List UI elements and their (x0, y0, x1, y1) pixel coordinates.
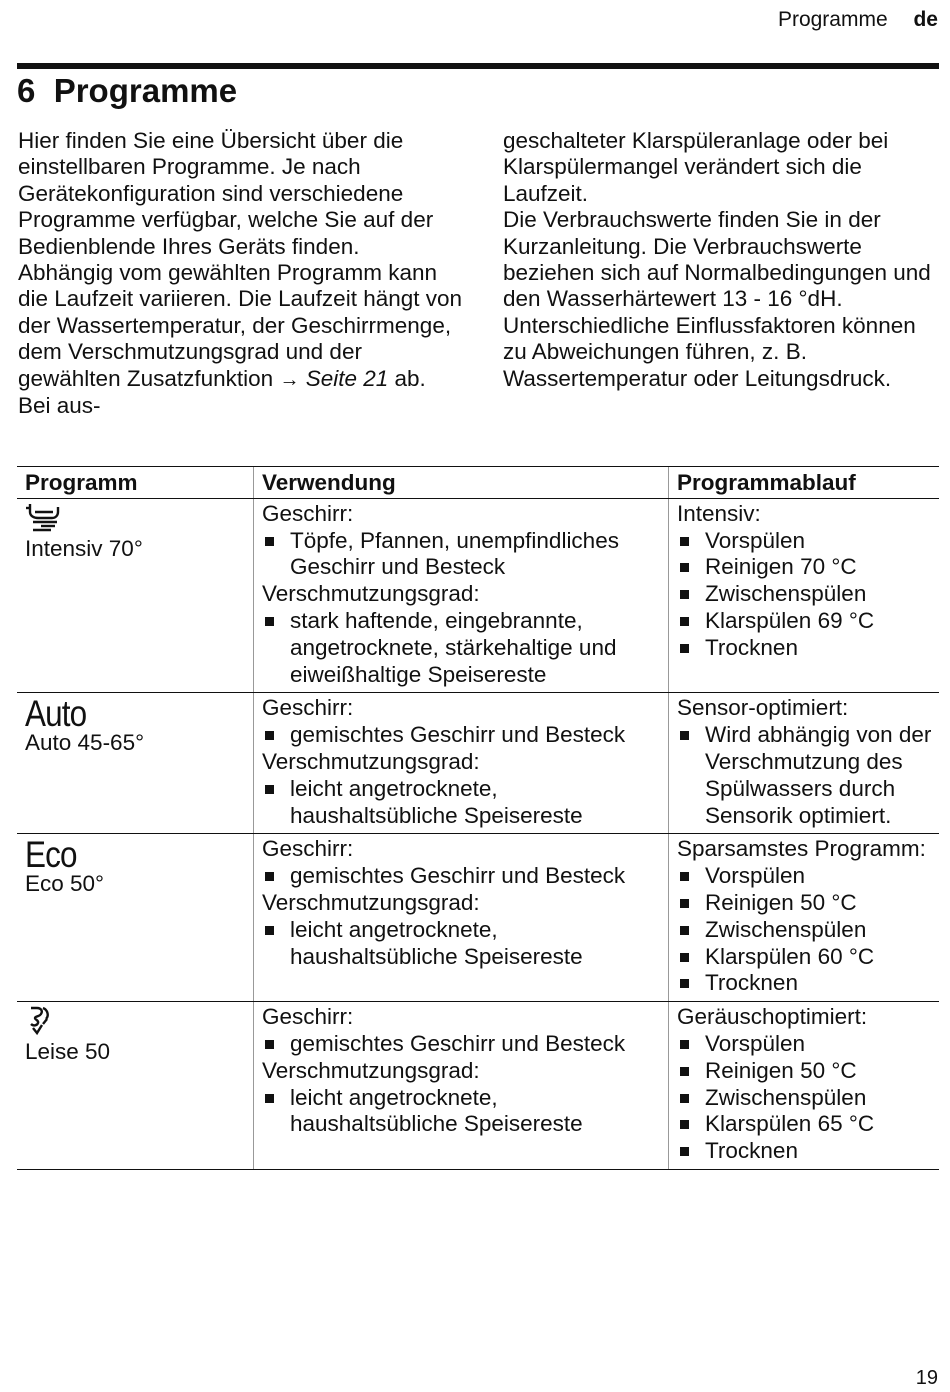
list-item: leicht angetrocknete, haushaltsübliche Speisereste (262, 1085, 662, 1139)
ablauf-label: Geräuschoptimiert: (677, 1004, 868, 1030)
programm-cell (17, 834, 254, 1002)
verschmutzungsgrad-label: Verschmutzungsgrad: (262, 1057, 480, 1083)
intro-column-left (18, 128, 463, 419)
list-item: Töpfe, Pfannen, unempfindliches Geschirr und Besteck (262, 528, 662, 582)
list-item: leicht angetrocknete, haushaltsübliche Speisereste (262, 776, 662, 830)
list-item: Reinigen 50 °C (677, 1058, 933, 1085)
verwendung-cell (254, 834, 669, 1002)
ablauf-label: Intensiv: (677, 500, 761, 526)
programmablauf-cell (669, 693, 940, 834)
chapter-heading (17, 72, 237, 110)
geschirr-label: Geschirr: (262, 500, 354, 526)
table-row (17, 834, 939, 1002)
verwendung-cell (254, 693, 669, 834)
verschmutzungsgrad-label: Verschmutzungsgrad: (262, 581, 480, 607)
list-item: Klarspülen 60 °C (677, 944, 933, 971)
list-item: Vorspülen (677, 1031, 933, 1058)
auto-symbol-text: Auto (25, 693, 87, 735)
page-reference-link[interactable]: Seite 21 (305, 365, 389, 391)
list-item: Vorspülen (677, 528, 933, 555)
geschirr-label: Geschirr: (262, 695, 354, 721)
table-header-row (17, 467, 939, 499)
arrow-icon: → (279, 368, 300, 391)
list-item: gemischtes Geschirr und Besteck (262, 722, 662, 749)
list-item: Vorspülen (677, 863, 933, 890)
list-item: Reinigen 70 °C (677, 554, 933, 581)
header-verwendung: Verwendung (254, 467, 669, 499)
list-item: Zwischenspülen (677, 917, 933, 944)
programm-name: Intensiv 70° (25, 535, 143, 561)
chapter-number: 6 (17, 72, 36, 109)
running-head-section: Programme (777, 8, 888, 31)
geschirr-label: Geschirr: (262, 836, 354, 862)
programm-name: Auto 45-65° (25, 730, 145, 756)
programm-name: Eco 50° (25, 871, 105, 897)
header-programmablauf: Programmablauf (669, 467, 940, 499)
programmablauf-cell (669, 498, 940, 693)
table-row (17, 498, 939, 693)
list-item: Zwischenspülen (677, 581, 933, 608)
geschirr-label: Geschirr: (262, 1004, 354, 1030)
running-head-language: de (913, 8, 938, 31)
silence-icon (25, 1004, 247, 1039)
list-item: Klarspülen 69 °C (677, 608, 933, 635)
list-item: Klarspülen 65 °C (677, 1111, 933, 1138)
intro-column-right (503, 128, 943, 392)
list-item: stark haftende, eingebrannte, angetrocknete, stärkehaltige und eiweißhaltige Speisereste (262, 608, 662, 688)
verwendung-cell (254, 1002, 669, 1170)
table-row (17, 1002, 939, 1170)
programmablauf-cell (669, 1002, 940, 1170)
list-item: Zwischenspülen (677, 1085, 933, 1112)
list-item: Trocknen (677, 635, 933, 662)
list-item: Trocknen (677, 970, 933, 997)
programme-table (17, 466, 939, 1170)
verwendung-cell (254, 498, 669, 693)
table-row (17, 693, 939, 834)
verschmutzungsgrad-label: Verschmutzungsgrad: (262, 748, 480, 774)
header-rule (17, 63, 939, 69)
intro-paragraph-1: Hier finden Sie eine Übersicht über die einstellbaren Programme. Je nach Gerätekonfiguration sind verschiedene Programme verfügbar, welche Sie auf der Bedienblende Ihres Geräts finden. (18, 128, 434, 259)
programm-cell (17, 1002, 254, 1170)
list-item: leicht angetrocknete, haushaltsübliche Speisereste (262, 917, 662, 971)
intro-paragraph-3: geschalteter Klarspüleranlage oder bei Klarspülermangel verändert sich die Laufzeit. (503, 128, 889, 206)
verschmutzungsgrad-label: Verschmutzungsgrad: (262, 889, 480, 915)
programm-cell (17, 498, 254, 693)
list-item: gemischtes Geschirr und Besteck (262, 863, 662, 890)
eco-symbol (25, 834, 247, 876)
header-programm: Programm (17, 467, 254, 499)
intro-paragraph-2-text: Abhängig vom gewählten Programm kann die Laufzeit variieren. Die Laufzeit hängt von der Wassertemperatur, der Geschirrmenge, dem Verschmutzungsgrad und der gewählten Zusatzfunktion (18, 260, 463, 391)
list-item: Trocknen (677, 1138, 933, 1165)
programm-name: Leise 50 (25, 1039, 111, 1065)
chapter-title: Programme (53, 72, 238, 109)
running-head (778, 8, 938, 32)
programmablauf-cell (669, 834, 940, 1002)
intro-paragraph-2 (18, 260, 463, 419)
ablauf-label: Sensor-optimiert: (677, 695, 849, 721)
programm-cell (17, 693, 254, 834)
intro-paragraph-4: Die Verbrauchswerte finden Sie in der Kurzanleitung. Die Verbrauchswerte beziehen sich auf Normalbedingungen und den Wasserhärtewert 13 - 16 °dH. Unterschiedliche Einflussfaktoren können zu Abweichungen führen, z. B. Wassertemperatur oder Leitungsdruck. (503, 207, 931, 391)
intensive-pot-icon (25, 501, 247, 536)
ablauf-label: Sparsamstes Programm: (677, 836, 926, 862)
page-number: 19 (915, 1367, 938, 1389)
list-item: gemischtes Geschirr und Besteck (262, 1031, 662, 1058)
auto-symbol (25, 693, 247, 735)
eco-symbol-text: Eco (25, 834, 77, 876)
intro-paragraph-2-tail: ab. Bei aus- (18, 365, 426, 419)
list-item: Wird abhängig von der Verschmutzung des Spülwassers durch Sensorik optimiert. (677, 722, 933, 829)
list-item: Reinigen 50 °C (677, 890, 933, 917)
